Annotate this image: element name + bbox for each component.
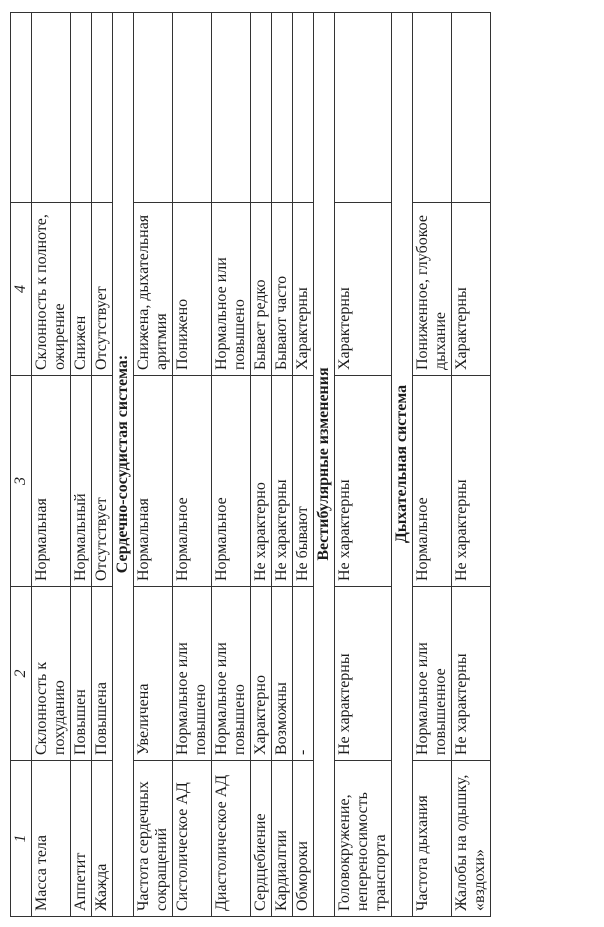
table-cell: Характерны: [452, 203, 491, 376]
table-cell: Жажда: [92, 761, 113, 917]
table-cell: Сердцебиение: [251, 761, 272, 917]
table-cell: Диастолическое АД: [212, 761, 251, 917]
table-cell: Кардиалгии: [272, 761, 293, 917]
table-cell: Аппетит: [71, 761, 92, 917]
table-cell: Систолическое АД: [173, 761, 212, 917]
table-cell: Нормальное или повышенное: [413, 587, 452, 761]
table-cell: [272, 13, 293, 203]
column-number: 2: [11, 587, 32, 761]
comparison-table: [10, 12, 491, 917]
section-heading-respiratory: Дыхательная система: [392, 13, 413, 917]
table-row: [173, 13, 212, 917]
column-number: [11, 13, 32, 203]
table-cell: [134, 13, 173, 203]
table-row: [134, 13, 173, 917]
table-cell: Частота сердечных сокращений: [134, 761, 173, 917]
table-cell: Характерны: [293, 203, 314, 376]
table-cell: Бывают часто: [272, 203, 293, 376]
table-row: [212, 13, 251, 917]
table-row: [32, 13, 71, 917]
table-row: [413, 13, 452, 917]
table-cell: Пониженное, глубокое дыхание: [413, 203, 452, 376]
column-number: 4: [11, 203, 32, 376]
table-cell: Нормальный: [71, 376, 92, 587]
table-cell: Масса тела: [32, 761, 71, 917]
table-cell: Жалобы на одышку, «вздохи»: [452, 761, 491, 917]
table-cell: Характерно: [251, 587, 272, 761]
table-cell: Характерны: [335, 203, 392, 376]
table-cell: Возможны: [272, 587, 293, 761]
column-number-row: [11, 13, 32, 917]
table-cell: Головокружение, непереносимость транспорта: [335, 761, 392, 917]
table-cell: Снижен: [71, 203, 92, 376]
table-cell: Бывает редко: [251, 203, 272, 376]
table-cell: Не характерны: [335, 587, 392, 761]
table-cell: [71, 13, 92, 203]
table-cell: Не бывают: [293, 376, 314, 587]
table-row: [452, 13, 491, 917]
table-cell: Нормальное: [212, 376, 251, 587]
table-row: [251, 13, 272, 917]
table-cell: [335, 13, 392, 203]
table-cell: [173, 13, 212, 203]
table-cell: Не характерны: [452, 376, 491, 587]
section-row: [314, 13, 335, 917]
table-cell: Повышен: [71, 587, 92, 761]
table-cell: Не характерны: [272, 376, 293, 587]
table-cell: [32, 13, 71, 203]
table-cell: Не характерно: [251, 376, 272, 587]
table-cell: Склонность к полноте, ожирение: [32, 203, 71, 376]
section-heading-cardiovascular: Сердечно-сосудистая система:: [113, 13, 134, 917]
table-cell: Обмороки: [293, 761, 314, 917]
table-cell: Увеличена: [134, 587, 173, 761]
table-cell: Не характерны: [452, 587, 491, 761]
table-cell: Отсутствует: [92, 203, 113, 376]
table-cell: [452, 13, 491, 203]
table-cell: Нормальное: [173, 376, 212, 587]
section-row: [113, 13, 134, 917]
table-cell: Не характерны: [335, 376, 392, 587]
table-cell: Нормальная: [134, 376, 173, 587]
table-cell: Нормальное или повышено: [212, 203, 251, 376]
table-cell: Склонность к похуданию: [32, 587, 71, 761]
table-cell: Понижено: [173, 203, 212, 376]
column-number: 3: [11, 376, 32, 587]
table-cell: -: [293, 587, 314, 761]
table-cell: Частота дыхания: [413, 761, 452, 917]
table-cell: [92, 13, 113, 203]
table-cell: Нормальная: [32, 376, 71, 587]
section-row: [392, 13, 413, 917]
table-cell: Нормальное или повышено: [173, 587, 212, 761]
table-row: [272, 13, 293, 917]
section-heading-vestibular: Вестибулярные изменения: [314, 13, 335, 917]
table-cell: Отсутствует: [92, 376, 113, 587]
table-row: [335, 13, 392, 917]
table-cell: [251, 13, 272, 203]
table-cell: [212, 13, 251, 203]
column-number: 1: [11, 761, 32, 917]
table-cell: Повышена: [92, 587, 113, 761]
table-cell: Нормальное или повышено: [212, 587, 251, 761]
table-cell: Снижена, дыхательная аритмия: [134, 203, 173, 376]
table-row: [293, 13, 314, 917]
table-cell: Нормальное: [413, 376, 452, 587]
table-row: [92, 13, 113, 917]
table-row: [71, 13, 92, 917]
table-cell: [293, 13, 314, 203]
table-cell: [413, 13, 452, 203]
